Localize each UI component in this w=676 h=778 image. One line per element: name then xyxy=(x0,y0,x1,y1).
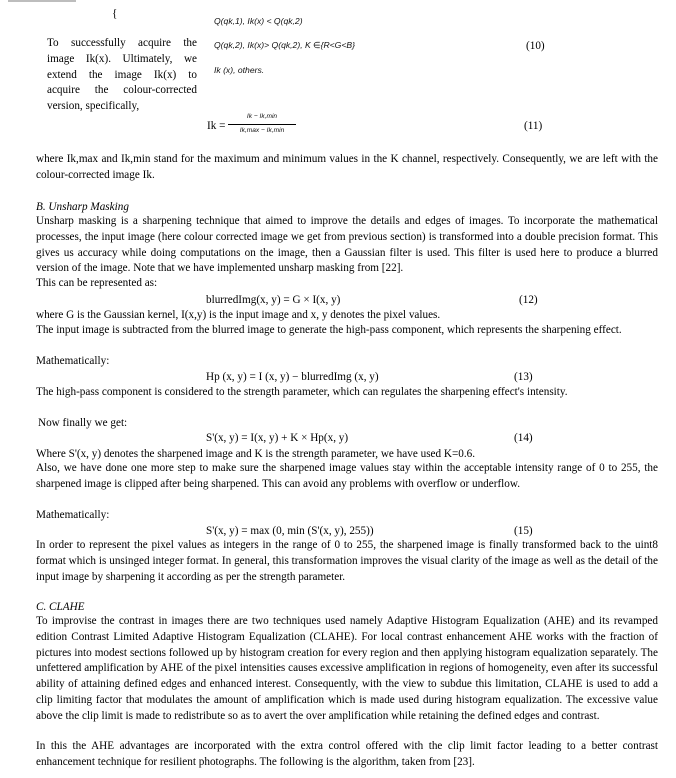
eq11-number: (11) xyxy=(524,120,543,132)
eq11-fraction-bar xyxy=(228,124,296,125)
left-line-2: image Ik(x). Ultimately, we xyxy=(47,52,197,65)
subtract-line: The input image is subtracted from the blurred image to generate the high-pass component, which represents the sharpening effect. xyxy=(36,324,622,336)
eq11-explanation: where Ik,max and Ik,min stand for the maximum and minimum values in the K channel, respectively. Consequently, we are left with the colour-corrected image Ik. xyxy=(36,153,658,181)
now-finally-line: Now finally we get: xyxy=(38,417,128,429)
eq11-denominator: Ik,max − Ik,min xyxy=(239,127,285,134)
eq15-number: (15) xyxy=(514,525,533,537)
eq13-number: (13) xyxy=(514,371,533,383)
left-line-4: acquire the colour-corrected xyxy=(47,84,197,97)
mathematically-label-1: Mathematically: xyxy=(36,355,110,367)
eq10-number: (10) xyxy=(526,40,545,52)
eq10-case-3: Ik (x), others. xyxy=(214,65,265,75)
eq11-lhs: Ik = xyxy=(207,120,226,132)
uint8-paragraph: In order to represent the pixel values as integers in the range of 0 to 255, the sharpened image is finally transformed back to the uint8 format which is unsinged integer format. In general, this transformation improves the visual clarity of the image as well as the detail of the input image by sharpening it according as per the strength parameter. xyxy=(36,539,658,583)
section-b-heading: B. Unsharp Masking xyxy=(36,201,129,213)
left-line-1: To successfully acquire the xyxy=(47,37,197,49)
clahe-paragraph-1: To improvise the contrast in images there are two techniques used namely Adaptive Histogram Equalization (AHE) and its revamped edition Contrast Limited Adaptive Histogram Equalization (CLAHE). For local contrast enhancement AHE works with the fraction of pictures into modest sections followed up by histogram creation for every region and then applying histogram equalization separately. The unfettered amplification by AHE of the pixel intensities causes excessive amplification in regions of homogeneity, even after its successful ability of attaining defined edges and enhanced interest. Consequently, with the view to subdue this limitation, CLAHE is used to add a clip limiting factor that modulates the amount of amplification which is made used during histogram equalization. The excessive value above the clip limit is made to redistribute so as to avert the over amplification while retaining the defined edges and contrast. xyxy=(36,615,658,722)
eq12-text: blurredImg(x, y) = G × I(x, y) xyxy=(206,294,341,306)
clahe-paragraph-2: In this the AHE advantages are incorporated with the extra control offered with the clip limit factor leading to a better contrast enhancement technique for resilient photographs. The following is the algorithm, taken from [23]. xyxy=(36,740,658,768)
eq12-number: (12) xyxy=(519,294,538,306)
represented-line: This can be represented as: xyxy=(36,277,158,289)
eq14-text: S'(x, y) = I(x, y) + K × Hp(x, y) xyxy=(206,432,349,444)
gaussian-line: where G is the Gaussian kernel, I(x,y) is the input image and x, y denotes the pixel values. xyxy=(36,309,441,321)
eq11-numerator: Ik − Ik,min xyxy=(246,113,278,120)
top-edge-mark xyxy=(8,0,76,2)
eq10-case-2: Q(qk,2), Ik(x)> Q(qk,2), K ∈{R<G<B} xyxy=(214,40,355,50)
left-line-5: version, specifically, xyxy=(47,100,140,113)
left-column-text xyxy=(47,36,197,115)
clip-paragraph: Also, we have done one more step to make sure the sharpened image values stay within the acceptable intensity range of 0 to 255, the sharpened image is clipped after being sharpened. This can avoid any problems with overflow or underflow. xyxy=(36,462,658,490)
eq10-case-1: Q(qk,1), Ik(x) < Q(qk,2) xyxy=(214,16,303,26)
eq14-number: (14) xyxy=(514,432,533,444)
eq13-text: Hp (x, y) = I (x, y) − blurredImg (x, y) xyxy=(206,371,379,383)
where-s-line: Where S'(x, y) denotes the sharpened image and K is the strength parameter, we have used K=0.6. xyxy=(36,448,476,460)
eq15-text: S'(x, y) = max (0, min (S'(x, y), 255)) xyxy=(206,525,374,537)
case-brace: { xyxy=(112,8,118,20)
strength-line: The high-pass component is considered to the strength parameter, which can regulates the sharpening effect's intensity. xyxy=(36,386,568,398)
left-line-3: extend the image Ik(x) to xyxy=(47,68,197,81)
mathematically-label-2: Mathematically: xyxy=(36,509,110,521)
section-c-heading: C. CLAHE xyxy=(36,601,85,613)
section-b-paragraph: Unsharp masking is a sharpening technique that aimed to improve the details and edges of images. To incorporate the mathematical processes, the input image (here colour corrected image we get from previous section) is transformed into a double precision format. This gives us accuracy while doing computations on the image, then a Gaussian filter is used. This filter is used here to produce a blurred version of the image. Note that we have implemented unsharp masking from [22]. xyxy=(36,215,658,275)
